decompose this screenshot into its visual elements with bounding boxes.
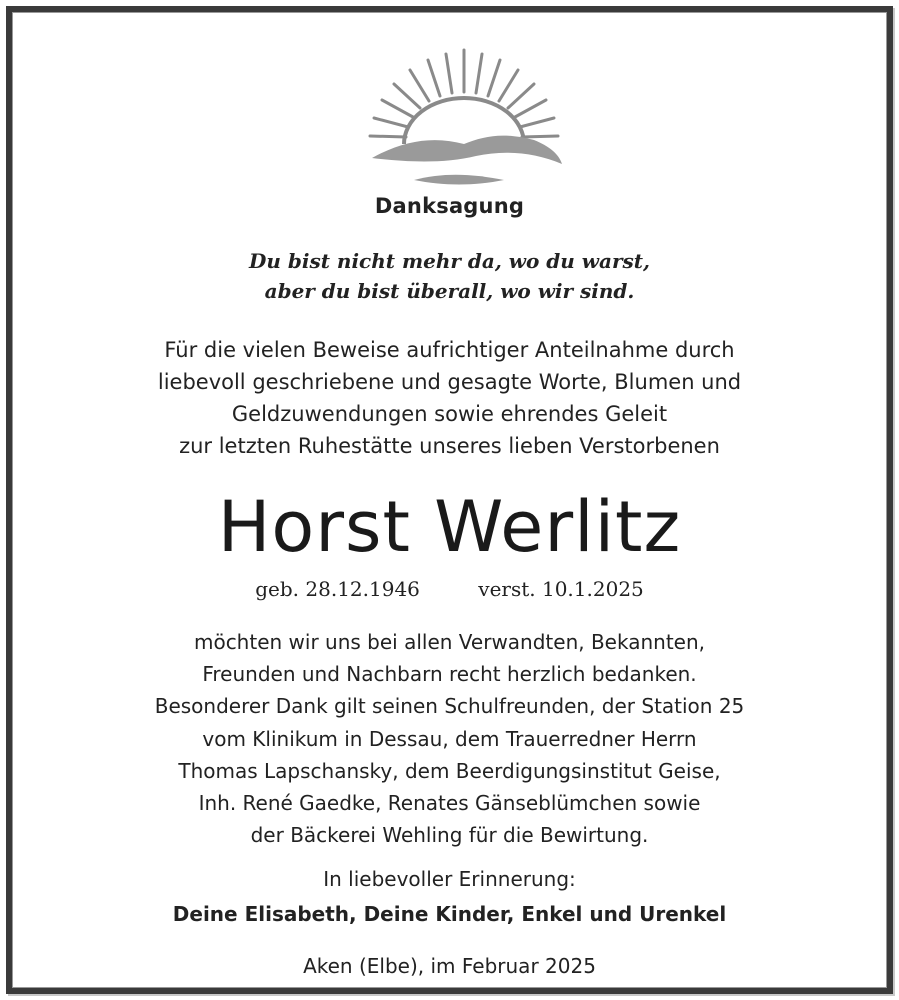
deceased-name: Horst Werlitz <box>217 486 682 568</box>
thanks-line: Inh. René Gaedke, Renates Gänseblümchen sowie <box>198 791 701 816</box>
notice-content <box>12 12 887 988</box>
thanks-line: der Bäckerei Wehling für die Bewirtung. <box>250 823 649 848</box>
sunrise-over-hills-icon <box>364 40 564 190</box>
life-dates <box>12 577 887 601</box>
intro-line: liebevoll geschriebene und gesagte Worte, Blumen und <box>157 370 742 394</box>
thanks-text <box>12 626 887 851</box>
memory-line: In liebevoller Erinnerung: <box>323 867 576 891</box>
intro-line: Geldzuwendungen sowie ehrendes Geleit <box>231 402 668 426</box>
intro-line: Für die vielen Beweise aufrichtiger Anteilnahme durch <box>164 338 735 362</box>
thanks-line: vom Klinikum in Dessau, dem Trauerredner Herrn <box>202 726 697 751</box>
thanks-line: Freunden und Nachbarn recht herzlich bedanken. <box>202 662 697 687</box>
intro-text <box>12 334 887 462</box>
place-date: Aken (Elbe), im Februar 2025 <box>303 954 596 978</box>
quote-line: Du bist nicht mehr da, wo du warst, <box>249 249 650 273</box>
death-date: verst. 10.1.2025 <box>478 577 644 601</box>
quote <box>12 246 887 306</box>
notice-frame <box>6 6 893 994</box>
family-signature: Deine Elisabeth, Deine Kinder, Enkel und Urenkel <box>172 902 727 926</box>
thanks-line: Thomas Lapschansky, dem Beerdigungsinstitut Geise, <box>178 758 721 783</box>
birth-date: geb. 28.12.1946 <box>255 577 420 601</box>
quote-line: aber du bist überall, wo wir sind. <box>264 279 635 303</box>
thanks-line: Besonderer Dank gilt seinen Schulfreunden, der Station 25 <box>154 694 745 719</box>
intro-line: zur letzten Ruhestätte unseres lieben Verstorbenen <box>179 434 720 458</box>
notice-heading: Danksagung <box>374 194 525 218</box>
thanks-line: möchten wir uns bei allen Verwandten, Bekannten, <box>193 630 706 654</box>
